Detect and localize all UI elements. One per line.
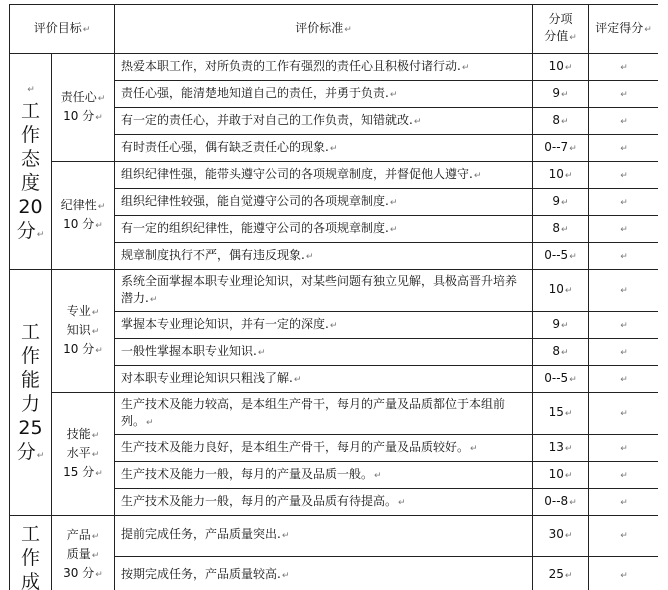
table-row <box>10 270 659 312</box>
rating-cell[interactable]: ↵ <box>589 135 659 162</box>
table-row <box>10 162 659 189</box>
score-value: 10↵ <box>533 270 589 312</box>
rating-cell[interactable]: ↵ <box>589 162 659 189</box>
rating-cell[interactable]: ↵ <box>589 81 659 108</box>
score-value: 30↵ <box>533 516 589 557</box>
header-rating: 评定得分↵ <box>589 5 659 54</box>
criteria-text: 掌握本专业理论知识，并有一定的深度.↵ <box>115 312 533 339</box>
criteria-text: 生产技术及能力一般，每月的产量及品质一般。↵ <box>115 462 533 489</box>
criteria-text: 提前完成任务，产品质量突出.↵ <box>115 516 533 557</box>
evaluation-table <box>9 4 658 590</box>
header-goal: 评价目标↵ <box>10 5 115 54</box>
score-value: 9↵ <box>533 312 589 339</box>
criteria-text: 有一定的责任心，并敢于对自己的工作负责，知错就改.↵ <box>115 108 533 135</box>
sub-title-responsibility: 责任心↵ 10 分↵ <box>52 54 115 162</box>
score-value: 9↵ <box>533 189 589 216</box>
header-score: 分项 分值↵ <box>533 5 589 54</box>
criteria-text: 生产技术及能力良好，是本组生产骨干，每月的产量及品质较好。↵ <box>115 435 533 462</box>
rating-cell[interactable]: ↵ <box>589 216 659 243</box>
criteria-text: 热爱本职工作，对所负责的工作有强烈的责任心且积极付诸行动.↵ <box>115 54 533 81</box>
score-value: 10↵ <box>533 462 589 489</box>
group-title-attitude: ↵ 工 作 态 度 20 分↵ <box>10 54 52 270</box>
rating-cell[interactable]: ↵ <box>589 556 659 590</box>
table-row <box>10 54 659 81</box>
rating-cell[interactable]: ↵ <box>589 243 659 270</box>
sub-title-skill: 技能↵ 水平↵ 15 分↵ <box>52 393 115 516</box>
evaluation-sheet <box>9 4 658 590</box>
rating-cell[interactable]: ↵ <box>589 393 659 435</box>
sub-title-quality: 产品↵ 质量↵ 30 分↵ <box>52 516 115 590</box>
score-value: 8↵ <box>533 108 589 135</box>
criteria-text: 按期完成任务，产品质量较高.↵ <box>115 556 533 590</box>
score-value: 15↵ <box>533 393 589 435</box>
rating-cell[interactable]: ↵ <box>589 435 659 462</box>
table-row <box>10 516 659 557</box>
criteria-text: 一般性掌握本职专业知识.↵ <box>115 339 533 366</box>
score-value: 0--7↵ <box>533 135 589 162</box>
criteria-text: 生产技术及能力较高，是本组生产骨干，每月的产量及品质都位于本组前列。↵ <box>115 393 533 435</box>
criteria-text: 规章制度执行不严，偶有违反现象.↵ <box>115 243 533 270</box>
header-criteria: 评价标准↵ <box>115 5 533 54</box>
score-value: 10↵ <box>533 54 589 81</box>
header-row <box>10 5 659 54</box>
criteria-text: 对本职专业理论知识只粗浅了解.↵ <box>115 366 533 393</box>
rating-cell[interactable]: ↵ <box>589 54 659 81</box>
criteria-text: 有一定的组织纪律性，能遵守公司的各项规章制度.↵ <box>115 216 533 243</box>
score-value: 10↵ <box>533 162 589 189</box>
criteria-text: 系统全面掌握本职专业理论知识，对某些问题有独立见解，具极高晋升培养潜力.↵ <box>115 270 533 312</box>
rating-cell[interactable]: ↵ <box>589 339 659 366</box>
table-row <box>10 393 659 435</box>
score-value: 8↵ <box>533 216 589 243</box>
score-value: 0--8↵ <box>533 489 589 516</box>
sub-title-knowledge: 专业↵ 知识↵ 10 分↵ <box>52 270 115 393</box>
rating-cell[interactable]: ↵ <box>589 189 659 216</box>
sub-title-discipline: 纪律性↵ 10 分↵ <box>52 162 115 270</box>
group-title-ability: 工 作 能 力 25 分↵ <box>10 270 52 516</box>
score-value: 9↵ <box>533 81 589 108</box>
group-title-results: 工 作 成 <box>10 516 52 590</box>
rating-cell[interactable]: ↵ <box>589 270 659 312</box>
rating-cell[interactable]: ↵ <box>589 489 659 516</box>
score-value: 8↵ <box>533 339 589 366</box>
rating-cell[interactable]: ↵ <box>589 108 659 135</box>
rating-cell[interactable]: ↵ <box>589 366 659 393</box>
score-value: 13↵ <box>533 435 589 462</box>
criteria-text: 生产技术及能力一般，每月的产量及品质有待提高。↵ <box>115 489 533 516</box>
rating-cell[interactable]: ↵ <box>589 462 659 489</box>
rating-cell[interactable]: ↵ <box>589 312 659 339</box>
criteria-text: 组织纪律性较强，能自觉遵守公司的各项规章制度.↵ <box>115 189 533 216</box>
criteria-text: 组织纪律性强，能带头遵守公司的各项规章制度，并督促他人遵守.↵ <box>115 162 533 189</box>
rating-cell[interactable]: ↵ <box>589 516 659 557</box>
criteria-text: 有时责任心强，偶有缺乏责任心的现象.↵ <box>115 135 533 162</box>
score-value: 25↵ <box>533 556 589 590</box>
score-value: 0--5↵ <box>533 366 589 393</box>
score-value: 0--5↵ <box>533 243 589 270</box>
criteria-text: 责任心强，能清楚地知道自己的责任，并勇于负责.↵ <box>115 81 533 108</box>
